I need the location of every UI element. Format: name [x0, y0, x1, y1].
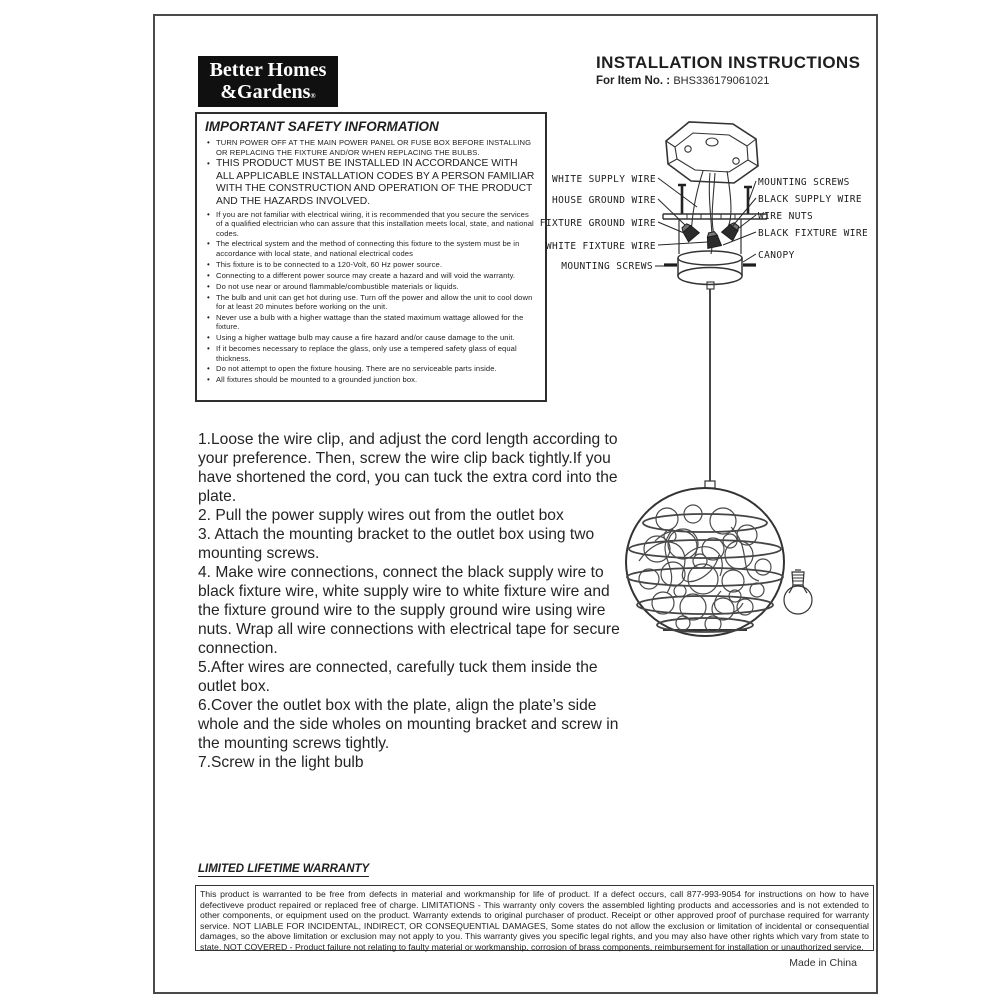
bullet-icon: •: [207, 138, 210, 147]
junction-box-drawing: [666, 122, 758, 183]
step-3: 3. Attach the mounting bracket to the outlet box using two mounting screws.: [198, 526, 595, 562]
item-number-value: BHS336179061021: [673, 75, 770, 87]
safety-bullet: • Do not attempt to open the fixture housing. There are no serviceable parts inside.: [207, 364, 497, 374]
bullet-icon: •: [207, 292, 210, 302]
instruction-sheet: [153, 14, 878, 994]
step-5: 5.After wires are connected, carefully tuck them inside the outlet box.: [198, 659, 598, 695]
logo-line1: Better Homes: [209, 59, 327, 81]
wire-nuts-drawing: [679, 220, 742, 248]
made-in-china-label: Made in China: [789, 957, 857, 969]
safety-bullet: • The bulb and unit can get hot during use. Turn off the power and allow the unit to cool down for at least 20 minutes before working on the unit.: [207, 292, 533, 312]
bullet-icon: •: [207, 270, 210, 280]
step-2: 2. Pull the power supply wires out from the outlet box: [198, 507, 564, 524]
label-white-fixture-wire: WHITE FIXTURE WIRE: [545, 241, 656, 252]
safety-bullet: • Using a higher wattage bulb may cause a fire hazard and/or cause damage to the unit.: [207, 332, 515, 342]
label-black-fixture-wire: BLACK FIXTURE WIRE: [758, 228, 869, 239]
page-title: INSTALLATION INSTRUCTIONS: [596, 53, 861, 72]
step-4: 4. Make wire connections, connect the black supply wire to black fixture wire, white supply wire to white fixture wire and the fixture ground wire to the supply ground wire using wire nuts. Wrap all wire connections with electrical tape for secure connection.: [198, 564, 620, 657]
label-black-supply-wire: BLACK SUPPLY WIRE: [758, 194, 863, 205]
step-6: 6.Cover the outlet box with the plate, align the plate’s side whole and the side wholes on mounting bracket and screw in the mounting screws tightly.: [198, 697, 619, 752]
header: [596, 53, 876, 87]
safety-bullet: • THIS PRODUCT MUST BE INSTALLED IN ACCORDANCE WITH ALL APPLICABLE INSTALLATION CODES BY A PERSON FAMILIAR WITH THE CONSTRUCTION AND OPERATION OF THE PRODUCT AND THE HAZARDS INVOLVED.: [207, 158, 535, 207]
diagram-labels: [540, 174, 868, 272]
light-bulb-drawing: [784, 570, 812, 614]
item-number-label: For Item No. :: [596, 75, 671, 87]
safety-bullet: • Never use a bulb with a higher wattage than the stated maximum wattage allowed for the fixture.: [207, 312, 524, 332]
safety-bullet: • Connecting to a different power source may create a hazard and will void the warranty.: [207, 270, 516, 280]
safety-bullet: • TURN POWER OFF AT THE MAIN POWER PANEL OR FUSE BOX BEFORE INSTALLING OR REPLACING THE FIXTURE AND/OR WHEN REPLACING THE BULBS.: [207, 138, 532, 157]
safety-bullet: • All fixtures should be mounted to a grounded junction box.: [207, 375, 418, 385]
label-mounting-screws-left: MOUNTING SCREWS: [561, 261, 653, 272]
label-wire-nuts: WIRE NUTS: [758, 211, 814, 222]
warranty-body: This product is warranted to be free from defects in material and workmanship for life of product. If a defect occurs, call 877-993-9054 for instructions on how to have defectiveve product repaired or replaced free of charge. LIMITATIONS - This warranty only covers the assembled lighting products and accessories and is not extended to other components, or equipment used on the product. Warranty extends to original purchaser of product. Receipt or other approved proof of purchase required for warranty service. NOT LIABLE FOR INCIDENTAL, INDIRECT, OR CONSEQUENTIAL DAMAGES, Some states do not allow the exclusion or limitation of incidental or consequential damages, so the above limitation or exclusion may not apply to you. This warranty gives you specific legal rights, and you may also have other rights which vary from state to state. NOT COVERED - Product failure not relating to faulty material or workmanship, corrosion of brass components, reimbursement for installation or unauthorized service.: [200, 889, 869, 952]
bullet-icon: •: [207, 209, 210, 219]
bullet-icon: •: [207, 364, 210, 374]
bullet-icon: •: [207, 281, 210, 291]
bullet-icon: •: [207, 159, 210, 169]
canopy-drawing: [678, 251, 742, 289]
label-house-ground-wire: HOUSE GROUND WIRE: [551, 195, 656, 206]
label-canopy: CANOPY: [758, 250, 795, 261]
better-homes-gardens-logo: [198, 56, 338, 107]
mounting-screws-top-drawing: [678, 185, 752, 214]
safety-bullet: • If you are not familiar with electrical wiring, it is recommended that you secure the services of a qualified electrician who can assure that this installation meets local, state, and national codes.: [207, 209, 534, 238]
warranty-box: [195, 885, 874, 951]
safety-information-box: [195, 112, 547, 402]
step-7: 7.Screw in the light bulb: [198, 754, 364, 771]
step-1: 1.Loose the wire clip, and adjust the cord length according to your preference. Then, screw the wire clip back tightly.If you have shortened the cord, you can tuck the extra cord into the plate.: [198, 431, 618, 505]
fixture-wiring-diagram: [535, 111, 875, 656]
safety-title: IMPORTANT SAFETY INFORMATION: [205, 119, 439, 134]
bullet-icon: •: [207, 375, 210, 385]
registered-mark: ®: [310, 92, 316, 100]
pendant-stem-drawing: [705, 289, 715, 488]
label-white-supply-wire: WHITE SUPPLY WIRE: [551, 174, 656, 185]
safety-bullet-list: [205, 138, 537, 385]
bullet-icon: •: [207, 343, 210, 353]
logo-line2: &Gardens®: [220, 81, 316, 103]
safety-bullet: • The electrical system and the method of connecting this fixture to the system must be in accordance with local state, and national electrical codes: [207, 239, 520, 258]
safety-bullet: • If it becomes necessary to replace the glass, only use a tempered safety glass of equal thickness.: [207, 343, 517, 363]
bullet-icon: •: [207, 332, 210, 342]
bullet-icon: •: [207, 312, 210, 322]
safety-bullet: • Do not use near or around flammable/combustible materials or liquids.: [207, 281, 459, 291]
label-mounting-screws-right: MOUNTING SCREWS: [758, 177, 850, 188]
woven-globe-shade-drawing: [626, 488, 784, 636]
warranty-title: LIMITED LIFETIME WARRANTY: [198, 863, 370, 875]
label-fixture-ground-wire: FIXTURE GROUND WIRE: [539, 218, 656, 229]
bullet-icon: •: [207, 259, 210, 269]
safety-bullet: • This fixture is to be connected to a 120-Volt, 60 Hz power source.: [207, 259, 443, 269]
item-number-line: [596, 75, 876, 87]
bullet-icon: •: [207, 239, 210, 249]
